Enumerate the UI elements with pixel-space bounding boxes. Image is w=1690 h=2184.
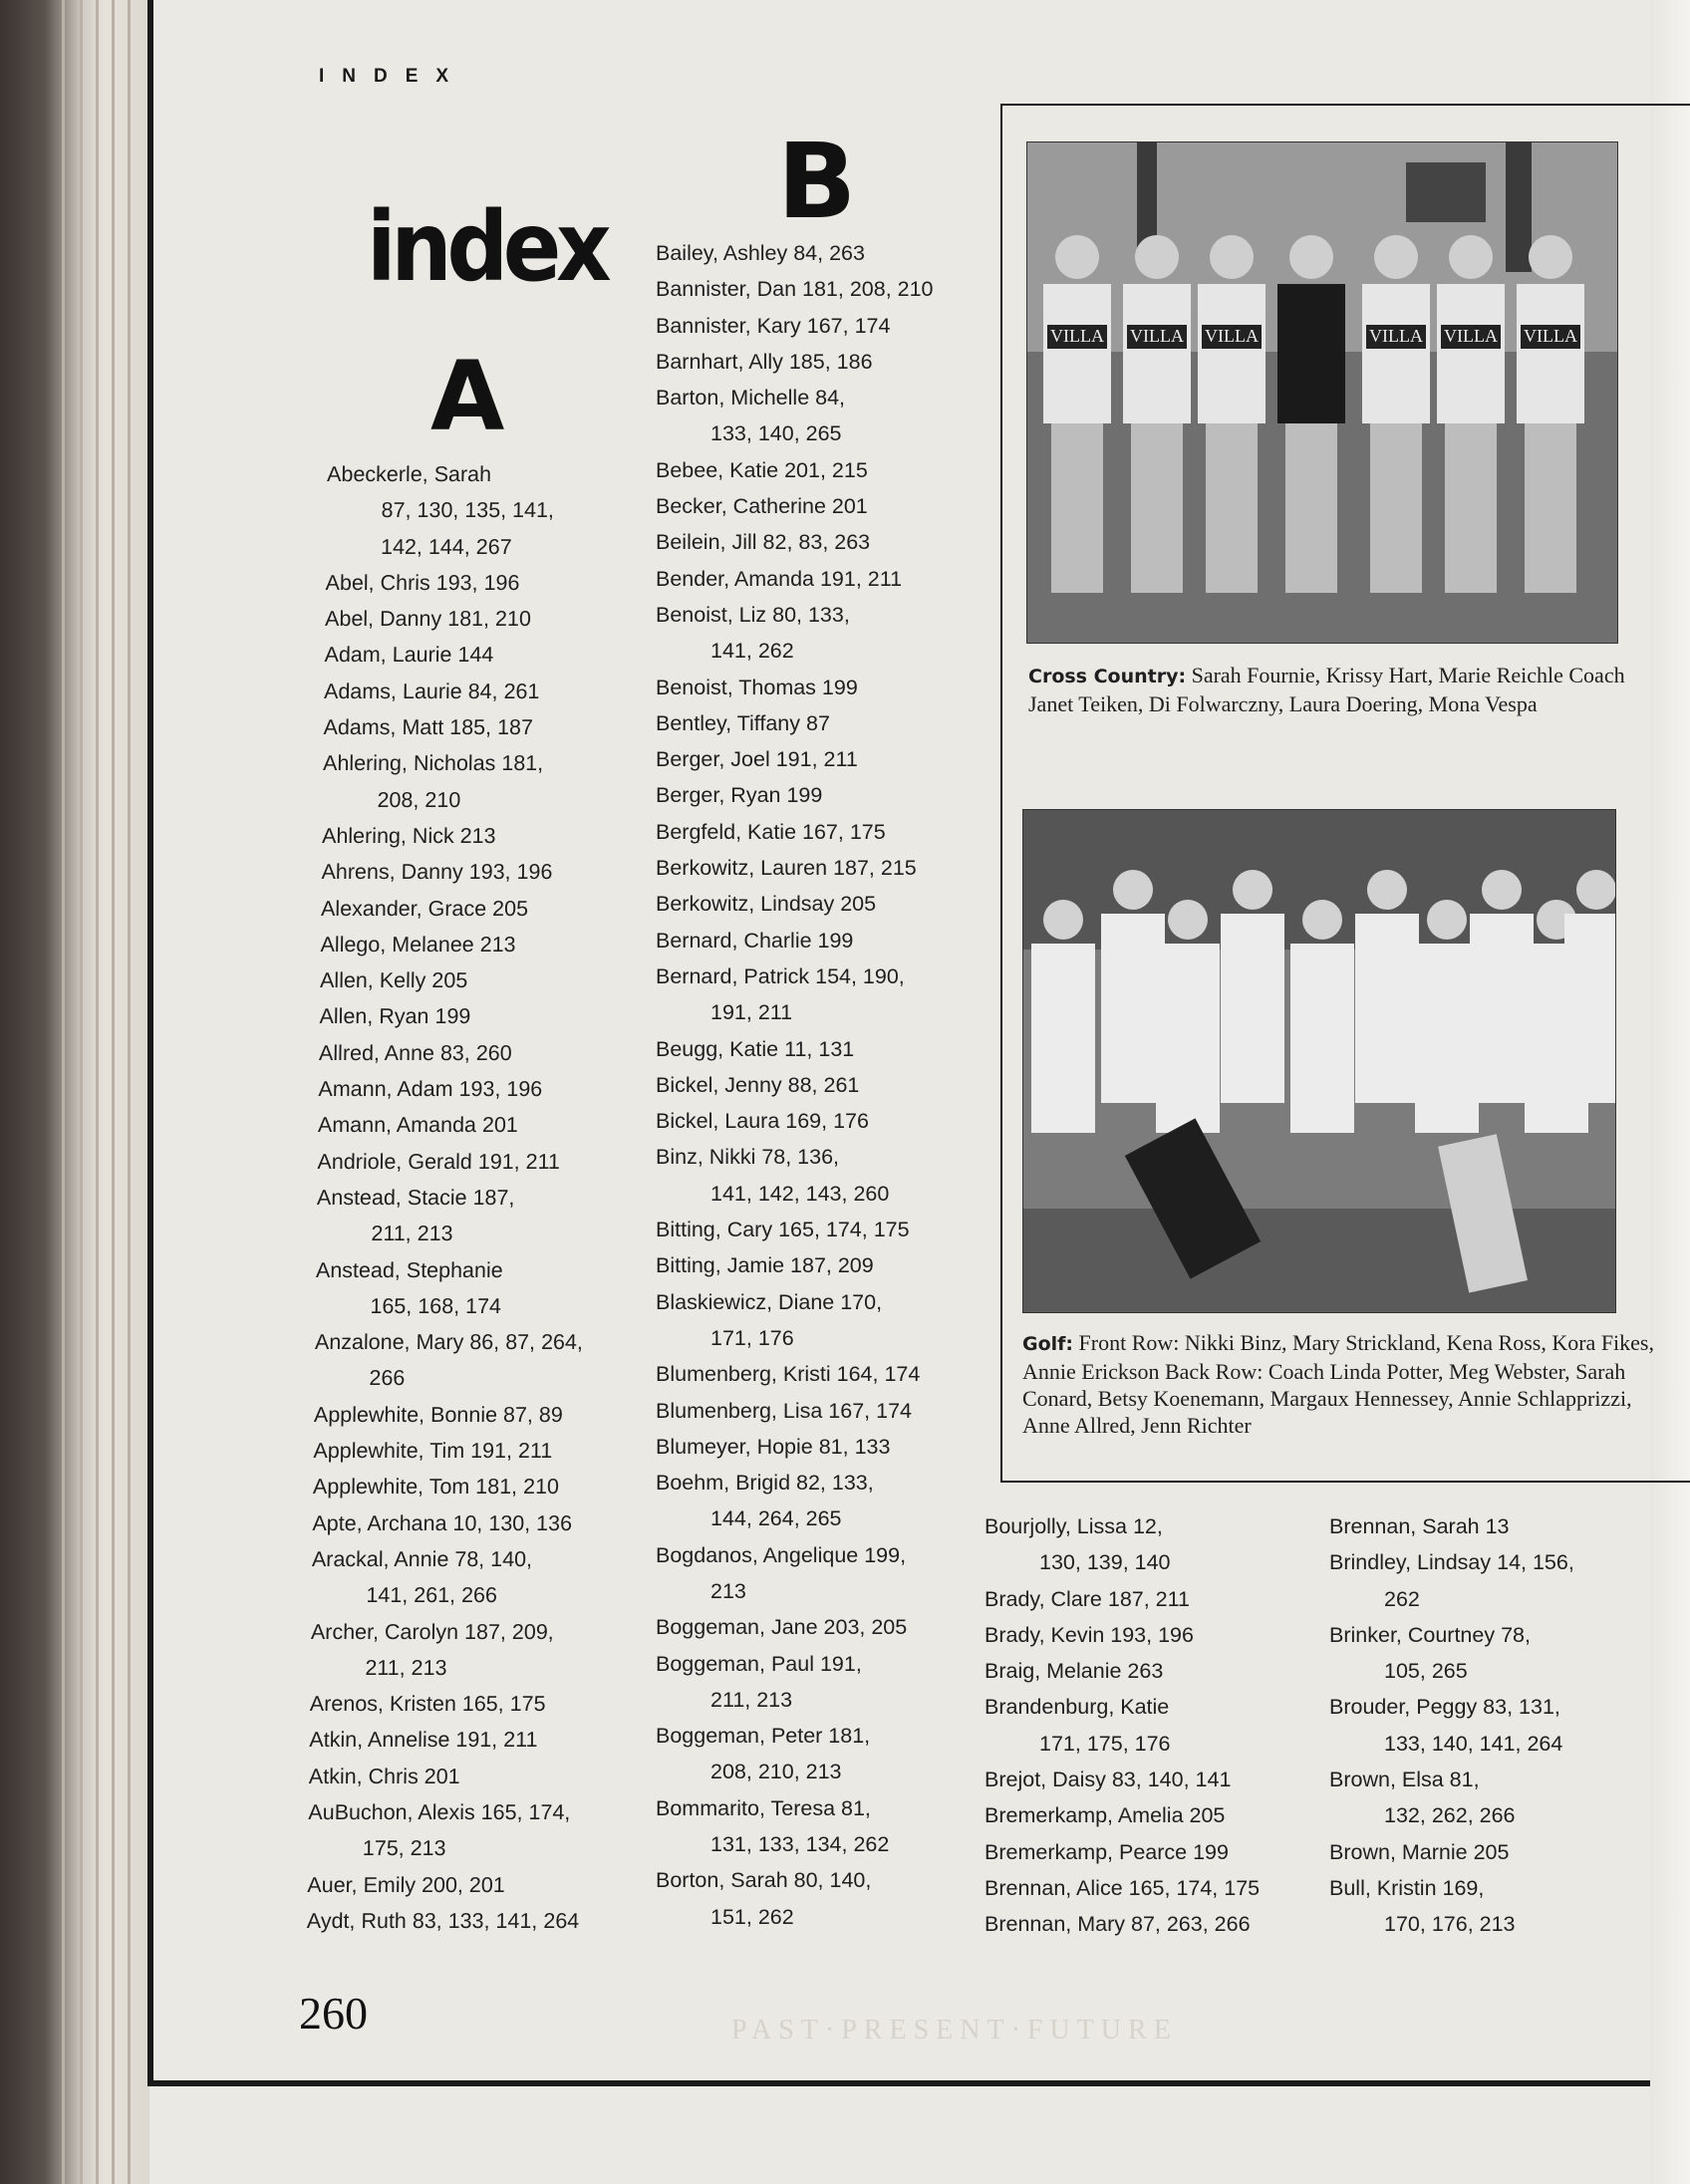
index-entry-continuation: 130, 139, 140 [1039, 1550, 1171, 1575]
index-entry: Bebee, Katie 201, 215 [656, 457, 868, 482]
index-entry: Bernard, Charlie 199 [656, 928, 854, 953]
index-entry: Applewhite, Bonnie 87, 89 [313, 1402, 563, 1427]
index-entry-continuation: 141, 261, 266 [366, 1583, 498, 1608]
index-entry: Braig, Melanie 263 [985, 1659, 1164, 1684]
index-entry: Bernard, Patrick 154, 190, [656, 963, 905, 988]
page-border-left [147, 0, 153, 2086]
jersey-text: VILLA [1205, 326, 1259, 346]
golf-team-photo [1022, 809, 1616, 1313]
runner-figure [1362, 235, 1430, 593]
index-entry: Apte, Archana 10, 130, 136 [312, 1510, 573, 1535]
index-entry-continuation: 165, 168, 174 [370, 1293, 502, 1318]
index-entry: Allen, Ryan 199 [319, 1004, 471, 1029]
index-entry: Aydt, Ruth 83, 133, 141, 264 [306, 1908, 580, 1933]
index-entry: Bentley, Tiffany 87 [656, 710, 830, 735]
index-logo: index [367, 191, 607, 303]
index-entry: Bender, Amanda 191, 211 [656, 566, 903, 591]
index-entry-continuation: 170, 176, 213 [1384, 1912, 1516, 1937]
index-entry: Becker, Catherine 201 [656, 494, 868, 519]
runner-figure [1043, 235, 1111, 593]
index-entry: Benoist, Liz 80, 133, [656, 602, 850, 627]
index-entry: Adams, Matt 185, 187 [323, 715, 534, 740]
index-column-b [656, 235, 934, 1935]
index-entry-continuation: 262 [1384, 1586, 1420, 1611]
caption-text: Front Row: Nikki Binz, Mary Strickland, Kena Ross, Kora Fikes, Annie Erickson Back Row: Coach Linda Potter, Meg Webster, Sarah Conard, Betsy Koenemann, Margaux Hennessey, Annie Schlapprizzi, Anne Allred, Jenn Richter [1022, 1330, 1654, 1438]
index-entry: Bailey, Ashley 84, 263 [656, 241, 865, 265]
index-entry: Bitting, Cary 165, 174, 175 [656, 1218, 910, 1242]
index-entry-continuation: 133, 140, 141, 264 [1384, 1731, 1563, 1756]
index-entry: Berger, Joel 191, 211 [656, 747, 858, 772]
jersey-text: VILLA [1369, 326, 1423, 346]
index-entry: Beilein, Jill 82, 83, 263 [656, 530, 871, 555]
cross-country-photo [1026, 141, 1618, 644]
index-entry: Brown, Elsa 81, [1329, 1768, 1480, 1792]
index-entry: Barton, Michelle 84, [656, 386, 846, 410]
page-number: 260 [299, 1988, 368, 2039]
index-entry-continuation: 213 [710, 1578, 746, 1603]
index-entry: Alexander, Grace 205 [320, 896, 529, 921]
index-entry-continuation: 175, 213 [362, 1836, 446, 1861]
index-entry-continuation: 211, 213 [365, 1655, 447, 1680]
index-entry: Brady, Kevin 193, 196 [985, 1622, 1194, 1647]
index-column-a [307, 456, 600, 1939]
index-entry: Atkin, Annelise 191, 211 [309, 1728, 538, 1753]
caption-text: Sarah Fournie, Krissy Hart, Marie Reichle Coach Janet Teiken, Di Folwarczny, Laura Doering, Mona Vespa [1028, 663, 1625, 716]
runner-figure [1123, 235, 1191, 593]
index-entry: Arenos, Kristen 165, 175 [309, 1692, 546, 1717]
index-entry: Brown, Marnie 205 [1329, 1839, 1510, 1864]
index-entry: Blumenberg, Lisa 167, 174 [656, 1398, 912, 1423]
index-entry: Brejot, Daisy 83, 140, 141 [985, 1768, 1232, 1792]
index-entry: Amann, Amanda 201 [317, 1113, 518, 1138]
golf-caption [1022, 1329, 1660, 1439]
index-entry: Bourjolly, Lissa 12, [985, 1514, 1163, 1538]
cross-country-photo-drawing [1027, 142, 1617, 643]
index-entry: Anstead, Stacie 187, [316, 1185, 515, 1210]
index-entry: Arackal, Annie 78, 140, [311, 1546, 533, 1571]
index-entry-continuation: 191, 211 [710, 1000, 793, 1025]
index-entry: Bommarito, Teresa 81, [656, 1795, 871, 1820]
index-entry: Bremerkamp, Pearce 199 [985, 1839, 1229, 1864]
index-entry: Brady, Clare 187, 211 [985, 1586, 1190, 1611]
index-entry: Anstead, Stephanie [315, 1257, 503, 1282]
index-entry: Boggeman, Peter 181, [656, 1724, 871, 1749]
index-entry: Allen, Kelly 205 [319, 968, 468, 993]
index-entry: Bull, Kristin 169, [1329, 1875, 1485, 1900]
index-entry: Amann, Adam 193, 196 [318, 1077, 543, 1102]
index-entry: Ahrens, Danny 193, 196 [321, 860, 553, 885]
index-entry-continuation: 142, 144, 267 [380, 534, 512, 559]
index-entry-continuation: 208, 210, 213 [710, 1760, 842, 1784]
index-entry-continuation: 211, 213 [710, 1687, 793, 1712]
index-entry: Blumeyer, Hopie 81, 133 [656, 1434, 891, 1459]
index-entry: Boehm, Brigid 82, 133, [656, 1471, 874, 1496]
jersey-text: VILLA [1524, 326, 1577, 346]
index-entry: Archer, Carolyn 187, 209, [310, 1619, 554, 1644]
running-header: INDEX [319, 66, 467, 87]
index-entry: Barnhart, Ally 185, 186 [656, 349, 873, 374]
cross-country-caption [1028, 662, 1646, 717]
index-entry-continuation: 208, 210 [377, 787, 461, 812]
index-entry: Adams, Laurie 84, 261 [323, 679, 540, 703]
section-letter-a: A [430, 341, 505, 452]
jersey-text: VILLA [1444, 326, 1498, 346]
index-entry: Beugg, Katie 11, 131 [656, 1036, 855, 1061]
index-entry: Berkowitz, Lindsay 205 [656, 892, 877, 917]
index-entry: Anzalone, Mary 86, 87, 264, [314, 1330, 584, 1355]
index-entry-continuation: 171, 176 [710, 1325, 794, 1350]
index-entry: Bremerkamp, Amelia 205 [985, 1803, 1226, 1828]
index-entry-continuation: 266 [369, 1366, 406, 1391]
index-entry: Abeckerle, Sarah [326, 462, 492, 486]
index-entry: Ahlering, Nicholas 181, [322, 751, 544, 776]
index-entry-continuation: 211, 213 [371, 1222, 453, 1246]
index-entry: Brennan, Mary 87, 263, 266 [985, 1912, 1251, 1937]
index-entry: Bannister, Kary 167, 174 [656, 313, 891, 338]
index-entry: Binz, Nikki 78, 136, [656, 1145, 840, 1170]
index-entry: Berkowitz, Lauren 187, 215 [656, 856, 917, 881]
runner-figure [1437, 235, 1505, 593]
index-entry-continuation: 87, 130, 135, 141, [381, 498, 555, 523]
index-entry-continuation: 105, 265 [1384, 1659, 1468, 1684]
index-entry: Benoist, Thomas 199 [656, 675, 858, 699]
index-entry: Blumenberg, Kristi 164, 174 [656, 1362, 921, 1387]
jersey-text: VILLA [1050, 326, 1104, 346]
index-entry: Atkin, Chris 201 [308, 1764, 460, 1788]
index-entry: Allego, Melanee 213 [320, 932, 516, 956]
runner-figure [1277, 235, 1345, 593]
runner-figure [1517, 235, 1584, 593]
runner-figure [1198, 235, 1266, 593]
index-entry-continuation: 144, 264, 265 [710, 1506, 842, 1531]
index-entry: Boggeman, Paul 191, [656, 1651, 862, 1676]
index-entry: Boggeman, Jane 203, 205 [656, 1615, 908, 1640]
index-entry: Blaskiewicz, Diane 170, [656, 1289, 883, 1314]
index-entry: Adam, Laurie 144 [324, 643, 494, 668]
index-entry: Bickel, Jenny 88, 261 [656, 1072, 860, 1097]
index-entry-continuation: 131, 133, 134, 262 [710, 1832, 890, 1857]
index-entry: Brindley, Lindsay 14, 156, [1329, 1550, 1574, 1575]
index-entry: Bitting, Jamie 187, 209 [656, 1253, 874, 1278]
index-entry-continuation: 132, 262, 266 [1384, 1803, 1516, 1828]
index-entry: Andriole, Gerald 191, 211 [317, 1149, 561, 1174]
index-entry-continuation: 141, 142, 143, 260 [710, 1181, 890, 1206]
index-entry: Bergfeld, Katie 167, 175 [656, 819, 886, 844]
index-entry: Bannister, Dan 181, 208, 210 [656, 277, 934, 302]
jersey-text: VILLA [1130, 326, 1184, 346]
page-border-bottom [149, 2080, 1690, 2086]
index-column-c [985, 1508, 1260, 1943]
section-letter-b: B [777, 121, 857, 242]
index-entry: Berger, Ryan 199 [656, 783, 823, 808]
golf-photo-drawing [1023, 810, 1615, 1312]
index-entry: Ahlering, Nick 213 [321, 823, 496, 848]
caption-lead: Cross Country: [1028, 666, 1187, 687]
index-entry: Brouder, Peggy 83, 131, [1329, 1695, 1560, 1720]
index-entry: Brandenburg, Katie [985, 1695, 1170, 1720]
caption-lead: Golf: [1022, 1333, 1074, 1355]
index-entry: Brennan, Sarah 13 [1329, 1514, 1510, 1538]
page-footer: PAST·PRESENT·FUTURE [731, 2015, 1178, 2046]
index-entry-continuation: 171, 175, 176 [1039, 1731, 1171, 1756]
index-entry: Applewhite, Tim 191, 211 [313, 1439, 553, 1464]
book-spine [0, 0, 149, 2184]
index-column-d [1329, 1508, 1574, 1943]
index-entry: Allred, Anne 83, 260 [318, 1040, 512, 1065]
index-entry: Auer, Emily 200, 201 [307, 1872, 505, 1897]
index-entry: Bogdanos, Angelique 199, [656, 1542, 907, 1567]
index-entry-continuation: 133, 140, 265 [710, 421, 842, 446]
index-entry: Brinker, Courtney 78, [1329, 1622, 1531, 1647]
index-entry-continuation: 151, 262 [710, 1904, 794, 1929]
index-entry: Abel, Chris 193, 196 [325, 570, 520, 595]
index-entry-continuation: 141, 262 [710, 639, 794, 664]
index-entry: Abel, Danny 181, 210 [324, 607, 532, 632]
index-entry: Applewhite, Tom 181, 210 [312, 1475, 560, 1500]
index-entry: Brennan, Alice 165, 174, 175 [985, 1875, 1261, 1900]
index-entry: Borton, Sarah 80, 140, [656, 1868, 872, 1893]
index-entry: AuBuchon, Alexis 165, 174, [308, 1799, 571, 1824]
index-entry: Bickel, Laura 169, 176 [656, 1109, 869, 1134]
